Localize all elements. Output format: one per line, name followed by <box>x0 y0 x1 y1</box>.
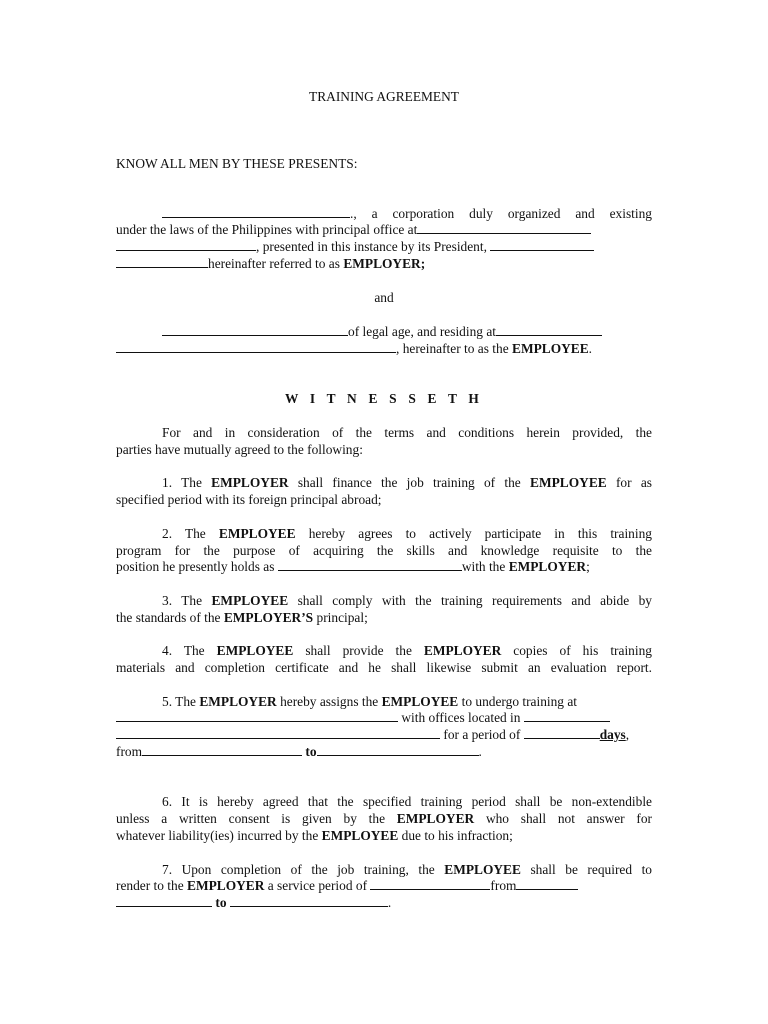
days-label: days <box>599 727 626 742</box>
opening-line: KNOW ALL MEN BY THESE PRESENTS: <box>116 156 358 171</box>
principal-office-blank[interactable] <box>417 221 591 234</box>
period-blank[interactable] <box>524 726 600 739</box>
clause-4-line-2: materials and completion certificate and he shall likewise submit an evaluation report. <box>116 660 652 675</box>
office-location-blank-2[interactable] <box>116 726 440 739</box>
clause-7-line-3: to . <box>116 894 652 911</box>
principal-office-blank-2[interactable] <box>116 238 256 251</box>
residence-blank[interactable] <box>496 323 602 336</box>
employer-name-blank[interactable] <box>162 205 350 218</box>
clause-6-line-3: whatever liability(ies) incurred by the EMPLOYEE due to his infraction; <box>116 828 513 843</box>
witnesseth-heading: W I T N E S S E T H <box>284 391 484 406</box>
service-from-date-blank[interactable] <box>516 877 578 890</box>
clause-5-line-4: from to . <box>116 744 482 759</box>
clause-1-line-2: specified period with its foreign principal abroad; <box>116 492 382 507</box>
employer-term: EMPLOYER; <box>343 256 426 271</box>
clause-7-line-1: 7. Upon completion of the job training, the EMPLOYEE shall be required to <box>162 862 652 877</box>
employer-line-4: hereinafter referred to as EMPLOYER; <box>116 255 652 272</box>
position-blank[interactable] <box>278 558 462 571</box>
clause-6-line-1: 6. It is hereby agreed that the specified training period shall be non-extendible <box>162 794 652 809</box>
employee-name-blank[interactable] <box>162 323 348 336</box>
and-separator: and <box>374 290 394 305</box>
clause-2-line-1: 2. The EMPLOYEE hereby agrees to actively participate in this training <box>162 526 652 541</box>
employee-term: EMPLOYEE <box>512 341 589 356</box>
clause-2-line-3: position he presently holds as with the EMPLOYER; <box>116 559 590 574</box>
service-to-date-blank[interactable] <box>230 894 388 907</box>
clause-1-line-1: 1. The EMPLOYER shall finance the job training of the EMPLOYEE for as <box>162 475 653 490</box>
service-from-date-blank-2[interactable] <box>116 894 212 907</box>
employee-line-1: of legal age, and residing at <box>116 323 652 340</box>
training-company-blank[interactable] <box>116 709 398 722</box>
employer-line-3: , presented in this instance by its President, <box>116 238 652 255</box>
employee-line-2: , hereinafter to as the EMPLOYEE. <box>116 340 652 357</box>
clause-3-line-2: the standards of the EMPLOYER’S principal; <box>116 610 368 625</box>
clause-3-line-1: 3. The EMPLOYEE shall comply with the training requirements and abide by <box>162 593 652 608</box>
office-location-blank[interactable] <box>524 709 610 722</box>
clause-5-line-1: 5. The EMPLOYER hereby assigns the EMPLOYEE to undergo training at <box>162 694 578 709</box>
clause-4-line-1: 4. The EMPLOYEE shall provide the EMPLOYER copies of his training <box>162 643 652 658</box>
service-period-blank[interactable] <box>370 877 490 890</box>
employer-line-2: under the laws of the Philippines with principal office at <box>116 221 652 238</box>
clause-6-line-2: unless a written consent is given by the EMPLOYER who shall not answer for <box>116 811 652 826</box>
training-to-date-blank[interactable] <box>317 743 479 756</box>
clause-7-line-2: render to the EMPLOYER a service period of from <box>116 877 652 894</box>
document-title: TRAINING AGREEMENT <box>309 89 459 104</box>
training-from-date-blank[interactable] <box>142 743 302 756</box>
clause-5-line-3: for a period of days, <box>116 726 652 743</box>
president-blank-2[interactable] <box>116 255 208 268</box>
president-blank[interactable] <box>490 238 594 251</box>
clause-2-line-2: program for the purpose of acquiring the skills and knowledge requisite to the <box>116 543 652 558</box>
intro-line-2: parties have mutually agreed to the following: <box>116 442 363 457</box>
residence-blank-2[interactable] <box>116 340 396 353</box>
intro-line-1: For and in consideration of the terms and conditions herein provided, the <box>162 425 652 440</box>
clause-5-line-2: with offices located in <box>116 709 652 726</box>
employer-line-1: ., a corporation duly organized and existing <box>116 205 652 222</box>
